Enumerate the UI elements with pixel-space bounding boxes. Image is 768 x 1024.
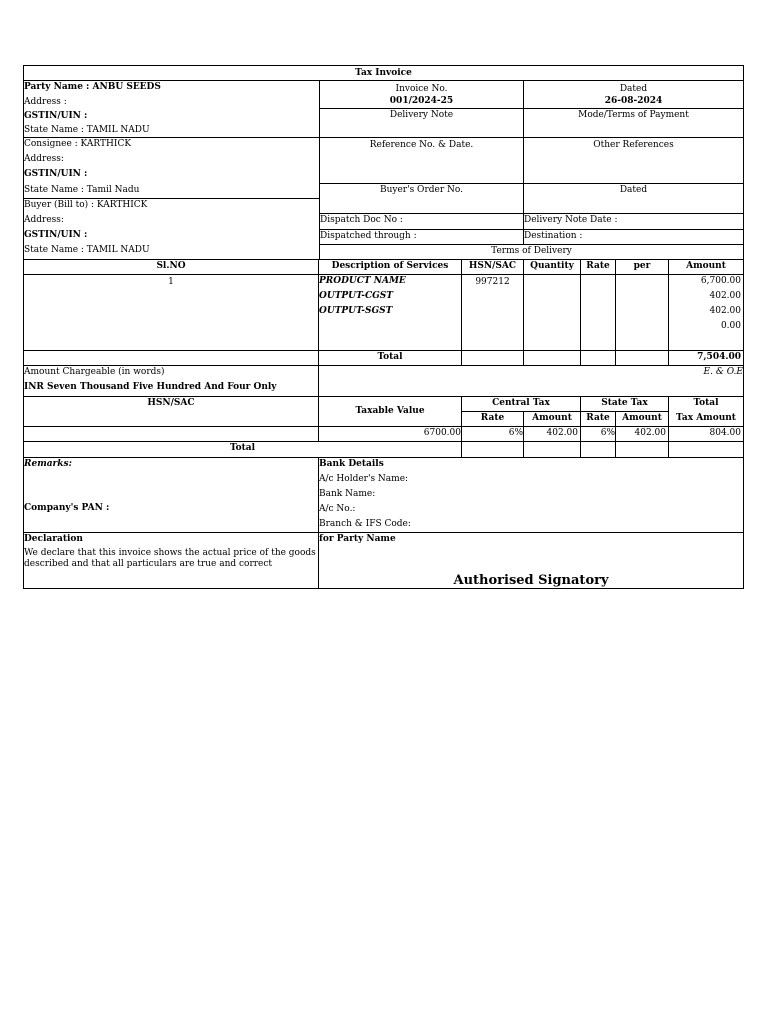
consignee-name: Consignee : KARTHICK xyxy=(23,138,319,153)
tax-total-text: Total xyxy=(23,442,462,458)
item-desc: OUTPUT-SGST xyxy=(319,306,393,316)
items-total-row xyxy=(23,351,744,366)
invoice-sheet xyxy=(23,65,744,589)
mode-terms: Mode/Terms of Payment xyxy=(524,109,744,138)
consignee-address: Address: xyxy=(23,153,319,168)
declaration-title: Declaration xyxy=(24,534,83,544)
buyer-address: Address: xyxy=(23,214,319,229)
dispatch-doc-no: Dispatch Doc No : xyxy=(319,214,524,230)
total-per-blank xyxy=(616,351,669,366)
party-state: State Name : TAMIL NADU xyxy=(23,124,319,138)
bank-holder: A/c Holder's Name: xyxy=(319,474,409,484)
item-amount: 402.00 xyxy=(709,306,741,316)
buyer-name: Buyer (Bill to) : KARTHICK xyxy=(23,199,319,214)
tax-total-s-amount xyxy=(616,442,669,458)
item-desc: PRODUCT NAME xyxy=(319,276,406,286)
item-slno: 1 xyxy=(23,275,319,351)
delivery-note: Delivery Note xyxy=(319,109,524,138)
tax-row-total: 804.00 xyxy=(669,427,744,442)
declaration-text: We declare that this invoice shows the actual price of the goods described and that all particulars are true and correct xyxy=(24,548,316,569)
delivery-note-date: Delivery Note Date : xyxy=(524,214,744,230)
col-hsn: HSN/SAC xyxy=(462,260,524,275)
tax-col-hsn: HSN/SAC xyxy=(23,397,319,427)
tax-row-central-amount: 402.00 xyxy=(524,427,581,442)
remarks-label: Remarks: xyxy=(24,459,72,469)
item-desc: OUTPUT-CGST xyxy=(319,291,393,301)
tax-total-label: Total xyxy=(669,397,744,412)
tax-header xyxy=(23,397,744,427)
central-tax-label: Central Tax xyxy=(462,397,581,412)
state-rate-label: Rate xyxy=(581,412,616,427)
tax-amount-label: Tax Amount xyxy=(669,412,744,427)
tax-total-c-amount xyxy=(524,442,581,458)
bank-details xyxy=(319,458,744,533)
other-references: Other References xyxy=(524,138,744,184)
bank-acno: A/c No.: xyxy=(319,504,356,514)
amount-words-row xyxy=(23,366,744,397)
central-rate-label: Rate xyxy=(462,412,524,427)
party-address: Address : xyxy=(23,96,319,110)
buyers-order-no: Buyer's Order No. xyxy=(319,184,524,214)
bank-details-title: Bank Details xyxy=(319,459,384,469)
item-amount: 6,700.00 xyxy=(700,276,741,286)
amount-words-cell xyxy=(23,366,319,397)
invoice-no-cell xyxy=(319,81,524,109)
declaration-cell xyxy=(23,533,319,589)
company-pan: Company's PAN : xyxy=(24,503,110,513)
invoice-no-value: 001/2024-25 xyxy=(389,96,454,106)
total-rate-blank xyxy=(581,351,616,366)
party-gstin: GSTIN/UIN : xyxy=(23,110,319,124)
buyer-gstin: GSTIN/UIN : xyxy=(23,229,319,244)
state-tax-label: State Tax xyxy=(581,397,669,412)
items-body xyxy=(23,275,744,351)
item-quantity xyxy=(524,275,581,351)
central-amount-label: Amount xyxy=(524,412,581,427)
tax-total-c-rate xyxy=(462,442,524,458)
state-amount-label: Amount xyxy=(616,412,669,427)
tax-row xyxy=(23,427,744,442)
total-hsn-blank xyxy=(462,351,524,366)
remarks-cell xyxy=(23,458,319,533)
col-slno: Sl.NO xyxy=(23,260,319,275)
total-qty-blank xyxy=(524,351,581,366)
dated-value: 26-08-2024 xyxy=(604,96,663,106)
tax-row-central-rate: 6% xyxy=(462,427,524,442)
col-quantity: Quantity xyxy=(524,260,581,275)
tax-total-amount xyxy=(669,442,744,458)
tax-total-row xyxy=(23,442,744,458)
eoe-label: E. & O.E xyxy=(319,366,744,397)
total-label: Total xyxy=(319,351,462,366)
tax-row-taxable: 6700.00 xyxy=(319,427,462,442)
authorised-signatory: Authorised Signatory xyxy=(453,573,609,587)
signatory-cell xyxy=(319,533,744,589)
invoice-no-label: Invoice No. xyxy=(395,84,448,94)
tax-row-hsn xyxy=(23,427,319,442)
buyers-order-dated: Dated xyxy=(524,184,744,214)
total-amount: 7,504.00 xyxy=(669,351,744,366)
amount-words-label: Amount Chargeable (in words) xyxy=(24,367,165,377)
item-hsn: 997212 xyxy=(462,275,524,351)
destination: Destination : xyxy=(524,230,744,245)
tax-row-state-rate: 6% xyxy=(581,427,616,442)
item-rate xyxy=(581,275,616,351)
invoice-title: Tax Invoice xyxy=(23,65,744,81)
col-per: per xyxy=(616,260,669,275)
item-descriptions xyxy=(319,275,462,351)
amount-words-value: INR Seven Thousand Five Hundred And Four Only xyxy=(24,382,277,392)
total-blank xyxy=(23,351,319,366)
col-amount: Amount xyxy=(669,260,744,275)
tax-row-state-amount: 402.00 xyxy=(616,427,669,442)
reference-no: Reference No. & Date. xyxy=(319,138,524,184)
bank-name: Bank Name: xyxy=(319,489,376,499)
tax-total-s-rate xyxy=(581,442,616,458)
dispatched-through: Dispatched through : xyxy=(319,230,524,245)
item-amount: 0.00 xyxy=(720,321,741,331)
bank-branch: Branch & IFS Code: xyxy=(319,519,411,529)
item-per xyxy=(616,275,669,351)
state-tax-group xyxy=(581,397,669,427)
party-name: Party Name : ANBU SEEDS xyxy=(23,81,319,96)
consignee-gstin: GSTIN/UIN : xyxy=(23,168,319,184)
dated-label: Dated xyxy=(619,84,648,94)
address-column xyxy=(23,81,319,260)
dated-cell xyxy=(524,81,744,109)
terms-of-delivery: Terms of Delivery xyxy=(319,245,744,260)
col-rate: Rate xyxy=(581,260,616,275)
central-tax-group xyxy=(462,397,581,427)
item-amounts xyxy=(669,275,744,351)
total-tax-group xyxy=(669,397,744,427)
consignee-state: State Name : Tamil Nadu xyxy=(23,184,319,199)
declaration-row xyxy=(23,533,744,589)
meta-column xyxy=(319,81,744,260)
col-description: Description of Services xyxy=(319,260,462,275)
for-party-name: for Party Name xyxy=(319,534,396,544)
header-block xyxy=(23,81,744,260)
items-header xyxy=(23,260,744,275)
tax-col-taxable: Taxable Value xyxy=(319,397,462,427)
buyer-state: State Name : TAMIL NADU xyxy=(23,244,319,260)
remarks-bank-row xyxy=(23,458,744,533)
item-amount: 402.00 xyxy=(709,291,741,301)
